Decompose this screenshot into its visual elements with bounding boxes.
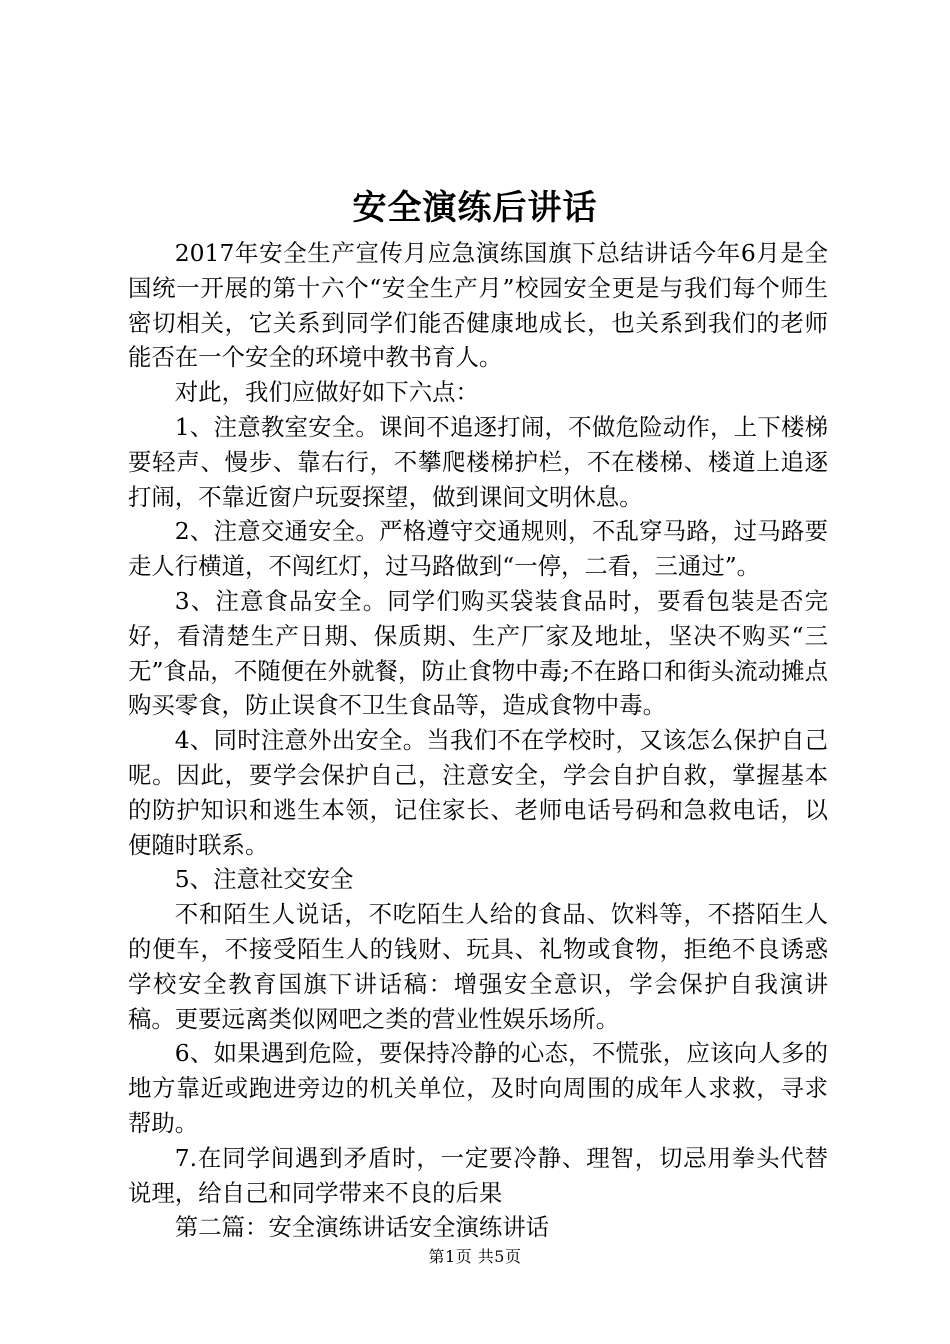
paragraph-point-4: 4、同时注意外出安全。当我们不在学校时，又该怎么保护自己呢。因此，要学会保护自己，注意安全，学会自护自救，掌握基本的防护知识和逃生本领，记住家长、老师电话号码和急救电话，以便随时联系。	[128, 726, 828, 859]
paragraph-point-5-heading: 5、注意社交安全	[174, 865, 354, 894]
page-number-footer: 第1页 共5页	[428, 1247, 522, 1266]
paragraph-point-1: 1、注意教室安全。课间不追逐打闹，不做危险动作，上下楼梯要轻声、慢步、靠右行，不攀爬楼梯护栏，不在楼梯、楼道上追逐打闹，不靠近窗户玩耍探望，做到课间文明休息。	[128, 412, 828, 511]
document-title: 安全演练后讲话	[352, 188, 598, 228]
paragraph-point-5-body: 不和陌生人说话，不吃陌生人给的食品、饮料等，不搭陌生人的便车，不接受陌生人的钱财、玩具、礼物或食物，拒绝不良诱惑学校安全教育国旗下讲话稿：增强安全意识，学会保护自我演讲稿。更要远离类似网吧之类的营业性娱乐场所。	[128, 900, 828, 1033]
document-body	[128, 236, 828, 1245]
paragraph-intro: 2017年安全生产宣传月应急演练国旗下总结讲话今年6月是全国统一开展的第十六个“安全生产月”校园安全更是与我们每个师生密切相关，它关系到同学们能否健康地成长，也关系到我们的老师能否在一个安全的环境中教书育人。	[128, 239, 828, 372]
paragraph-point-7: 7.在同学间遇到矛盾时，一定要冷静、理智，切忌用拳头代替说理，给自己和同学带来不良的后果	[128, 1143, 828, 1207]
paragraph-point-3: 3、注意食品安全。同学们购买袋装食品时，要看包装是否完好，看清楚生产日期、保质期、生产厂家及地址，坚决不购买“三无”食品，不随便在外就餐，防止食物中毒;不在路口和街头流动摊点购买零食，防止误食不卫生食品等，造成食物中毒。	[128, 586, 828, 720]
paragraph-six-points: 对此，我们应做好如下六点：	[174, 378, 479, 407]
paragraph-point-6: 6、如果遇到危险，要保持冷静的心态，不慌张，应该向人多的地方靠近或跑进旁边的机关单位，及时向周围的成年人求救，寻求帮助。	[128, 1039, 828, 1137]
paragraph-point-2: 2、注意交通安全。严格遵守交通规则，不乱穿马路，过马路要走人行横道，不闯红灯，过马路做到“一停，二看，三通过”。	[128, 517, 828, 581]
paragraph-second-section: 第二篇：安全演练讲话安全演练讲话	[174, 1213, 550, 1242]
